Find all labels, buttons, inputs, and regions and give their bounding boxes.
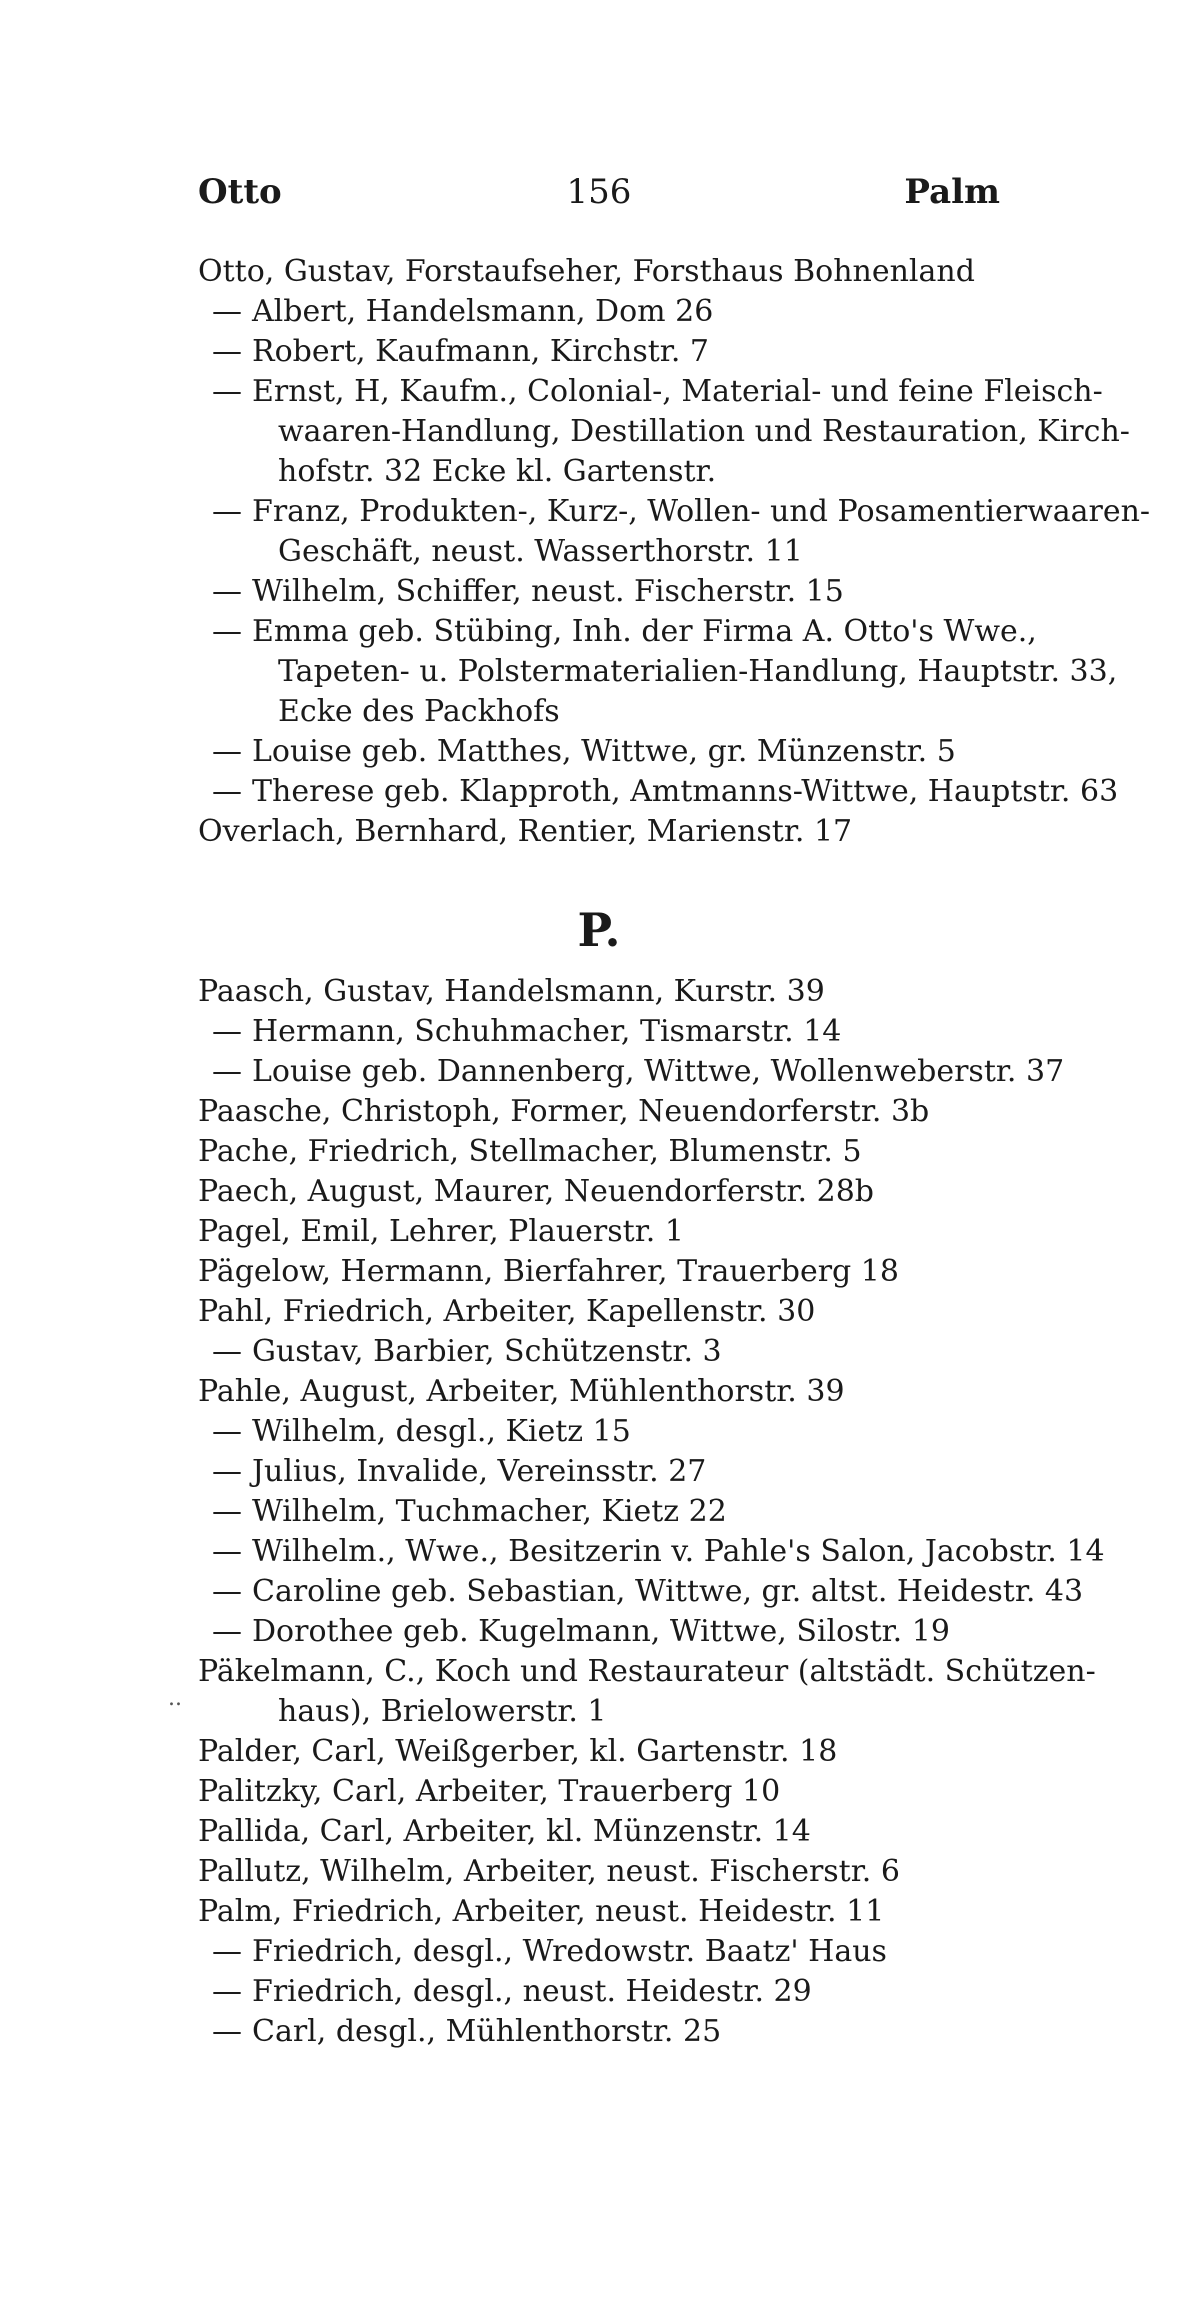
directory-entry [198, 1852, 1018, 1892]
entry-text: Palm, Friedrich, Arbeiter, neust. Heidestr. 11 [198, 1894, 885, 1929]
ditto-dash: — [212, 1614, 242, 1649]
entry-text: Wilhelm, Schiffer, neust. Fischerstr. 15 [252, 574, 844, 609]
entries-section-p [198, 972, 1105, 2052]
entry-text: Palitzky, Carl, Arbeiter, Trauerberg 10 [198, 1774, 781, 1809]
entry-text: Paasch, Gustav, Handelsmann, Kurstr. 39 [198, 974, 825, 1009]
entry-text: Ernst, H, Kaufm., Colonial-, Material- und feine Fleisch- [252, 374, 1103, 409]
entry-text: Friedrich, desgl., Wredowstr. Baatz' Haus [252, 1934, 887, 1969]
directory-entry [198, 332, 1018, 372]
entry-text: Franz, Produkten-, Kurz-, Wollen- und Posamentierwaaren- [252, 494, 1151, 529]
entry-text: Hermann, Schuhmacher, Tismarstr. 14 [252, 1014, 842, 1049]
entry-text: Julius, Invalide, Vereinsstr. 27 [252, 1454, 707, 1489]
entry-text: Geschäft, neust. Wasserthorstr. 11 [278, 534, 803, 569]
directory-entry [198, 1012, 1018, 1052]
entry-text: Pallutz, Wilhelm, Arbeiter, neust. Fischerstr. 6 [198, 1854, 900, 1889]
ditto-dash: — [212, 1494, 242, 1529]
entry-text: hofstr. 32 Ecke kl. Gartenstr. [278, 454, 717, 489]
entry-text: Gustav, Barbier, Schützenstr. 3 [252, 1334, 722, 1369]
entry-text: Louise geb. Matthes, Wittwe, gr. Münzenstr. 5 [252, 734, 956, 769]
entry-text: Therese geb. Klapproth, Amtmanns-Wittwe, Hauptstr. 63 [252, 774, 1119, 809]
ditto-dash: — [212, 614, 242, 649]
directory-entry [198, 1292, 1018, 1332]
entry-text: Friedrich, desgl., neust. Heidestr. 29 [252, 1974, 812, 2009]
directory-entry [198, 1372, 1018, 1412]
entry-text: Emma geb. Stübing, Inh. der Firma A. Otto's Wwe., [252, 614, 1037, 649]
directory-entry [198, 1892, 1018, 1932]
ditto-dash: — [212, 1574, 242, 1609]
ditto-dash: — [212, 334, 242, 369]
directory-entry [198, 1932, 1018, 1972]
directory-entry [198, 1332, 1018, 1372]
directory-entry-continuation [198, 412, 1130, 452]
ditto-dash: — [212, 1934, 242, 1969]
directory-entry [198, 2012, 1018, 2052]
header-left-catchword: Otto [198, 172, 282, 212]
directory-entry [198, 1772, 1018, 1812]
directory-entry [198, 1652, 1096, 1692]
directory-entry [198, 1092, 1018, 1132]
directory-entry [198, 252, 1018, 292]
directory-entry [198, 1532, 1105, 1572]
directory-entry [198, 492, 1151, 532]
directory-entry [198, 1252, 1018, 1292]
entry-text: Pagel, Emil, Lehrer, Plauerstr. 1 [198, 1214, 684, 1249]
directory-entry [198, 972, 1018, 1012]
entry-text: Dorothee geb. Kugelmann, Wittwe, Silostr. 19 [252, 1614, 950, 1649]
entry-text: Paech, August, Maurer, Neuendorferstr. 28b [198, 1174, 874, 1209]
directory-entry [198, 1812, 1018, 1852]
directory-entry-continuation [198, 452, 1018, 492]
directory-entry-continuation [198, 652, 1118, 692]
directory-entry [198, 1972, 1018, 2012]
entry-text: haus), Brielowerstr. 1 [278, 1694, 607, 1729]
directory-entry [198, 1452, 1018, 1492]
directory-entry [198, 372, 1103, 412]
entry-text: Paasche, Christoph, Former, Neuendorferstr. 3b [198, 1094, 930, 1129]
entry-text: Wilhelm, desgl., Kietz 15 [252, 1414, 631, 1449]
ditto-dash: — [212, 1974, 242, 2009]
directory-entry [198, 1612, 1018, 1652]
ditto-dash: — [212, 1454, 242, 1489]
directory-entry [198, 1172, 1018, 1212]
ditto-dash: — [212, 774, 242, 809]
section-letter-heading: P. [577, 903, 621, 957]
directory-entry [198, 292, 1018, 332]
entry-text: Albert, Handelsmann, Dom 26 [252, 294, 714, 329]
directory-entry [198, 612, 1037, 652]
ditto-dash: — [212, 2014, 242, 2049]
page-header [198, 168, 1000, 228]
entry-text: Wilhelm., Wwe., Besitzerin v. Pahle's Salon, Jacobstr. 14 [252, 1534, 1105, 1569]
directory-entry [198, 1412, 1018, 1452]
directory-entry-continuation [198, 692, 1018, 732]
ditto-dash: — [212, 1014, 242, 1049]
directory-entry [198, 1732, 1018, 1772]
entry-text: Robert, Kaufmann, Kirchstr. 7 [252, 334, 709, 369]
ditto-dash: — [212, 1334, 242, 1369]
directory-entry [198, 1212, 1018, 1252]
page-number: 156 [566, 172, 632, 212]
directory-entry [198, 732, 1018, 772]
entry-text: Päkelmann, C., Koch und Restaurateur (altstädt. Schützen- [198, 1654, 1096, 1689]
entry-text: Pahl, Friedrich, Arbeiter, Kapellenstr. 30 [198, 1294, 816, 1329]
entry-text: Pägelow, Hermann, Bierfahrer, Trauerberg 18 [198, 1254, 899, 1289]
entry-text: Louise geb. Dannenberg, Wittwe, Wollenweberstr. 37 [252, 1054, 1065, 1089]
entry-text: Pache, Friedrich, Stellmacher, Blumenstr. 5 [198, 1134, 862, 1169]
directory-entry [198, 772, 1119, 812]
entries-section-o [198, 252, 1151, 852]
entry-text: Tapeten- u. Polstermaterialien-Handlung, Hauptstr. 33, [278, 654, 1118, 689]
entry-text: Pahle, August, Arbeiter, Mühlenthorstr. 39 [198, 1374, 845, 1409]
ditto-dash: — [212, 734, 242, 769]
ditto-dash: — [212, 574, 242, 609]
entry-text: waaren-Handlung, Destillation und Restauration, Kirch- [278, 414, 1130, 449]
directory-entry-continuation [198, 532, 1018, 572]
ditto-dash: — [212, 1534, 242, 1569]
entry-text: Caroline geb. Sebastian, Wittwe, gr. altst. Heidestr. 43 [252, 1574, 1084, 1609]
directory-entry [198, 1572, 1084, 1612]
entry-text: Overlach, Bernhard, Rentier, Marienstr. 17 [198, 814, 853, 849]
ditto-dash: — [212, 1054, 242, 1089]
directory-entry [198, 1492, 1018, 1532]
entry-text: Ecke des Packhofs [278, 694, 560, 729]
stray-mark: .. [168, 1686, 182, 1711]
entry-text: Otto, Gustav, Forstaufseher, Forsthaus Bohnenland [198, 254, 975, 289]
directory-entry [198, 572, 1018, 612]
directory-entry [198, 1132, 1018, 1172]
ditto-dash: — [212, 294, 242, 329]
ditto-dash: — [212, 374, 242, 409]
directory-entry [198, 812, 1018, 852]
directory-entry [198, 1052, 1065, 1092]
directory-entry-continuation [198, 1692, 1018, 1732]
ditto-dash: — [212, 1414, 242, 1449]
header-right-catchword: Palm [904, 172, 1000, 212]
entry-text: Carl, desgl., Mühlenthorstr. 25 [252, 2014, 722, 2049]
entry-text: Wilhelm, Tuchmacher, Kietz 22 [252, 1494, 727, 1529]
entry-text: Palder, Carl, Weißgerber, kl. Gartenstr. 18 [198, 1734, 838, 1769]
entry-text: Pallida, Carl, Arbeiter, kl. Münzenstr. 14 [198, 1814, 811, 1849]
ditto-dash: — [212, 494, 242, 529]
